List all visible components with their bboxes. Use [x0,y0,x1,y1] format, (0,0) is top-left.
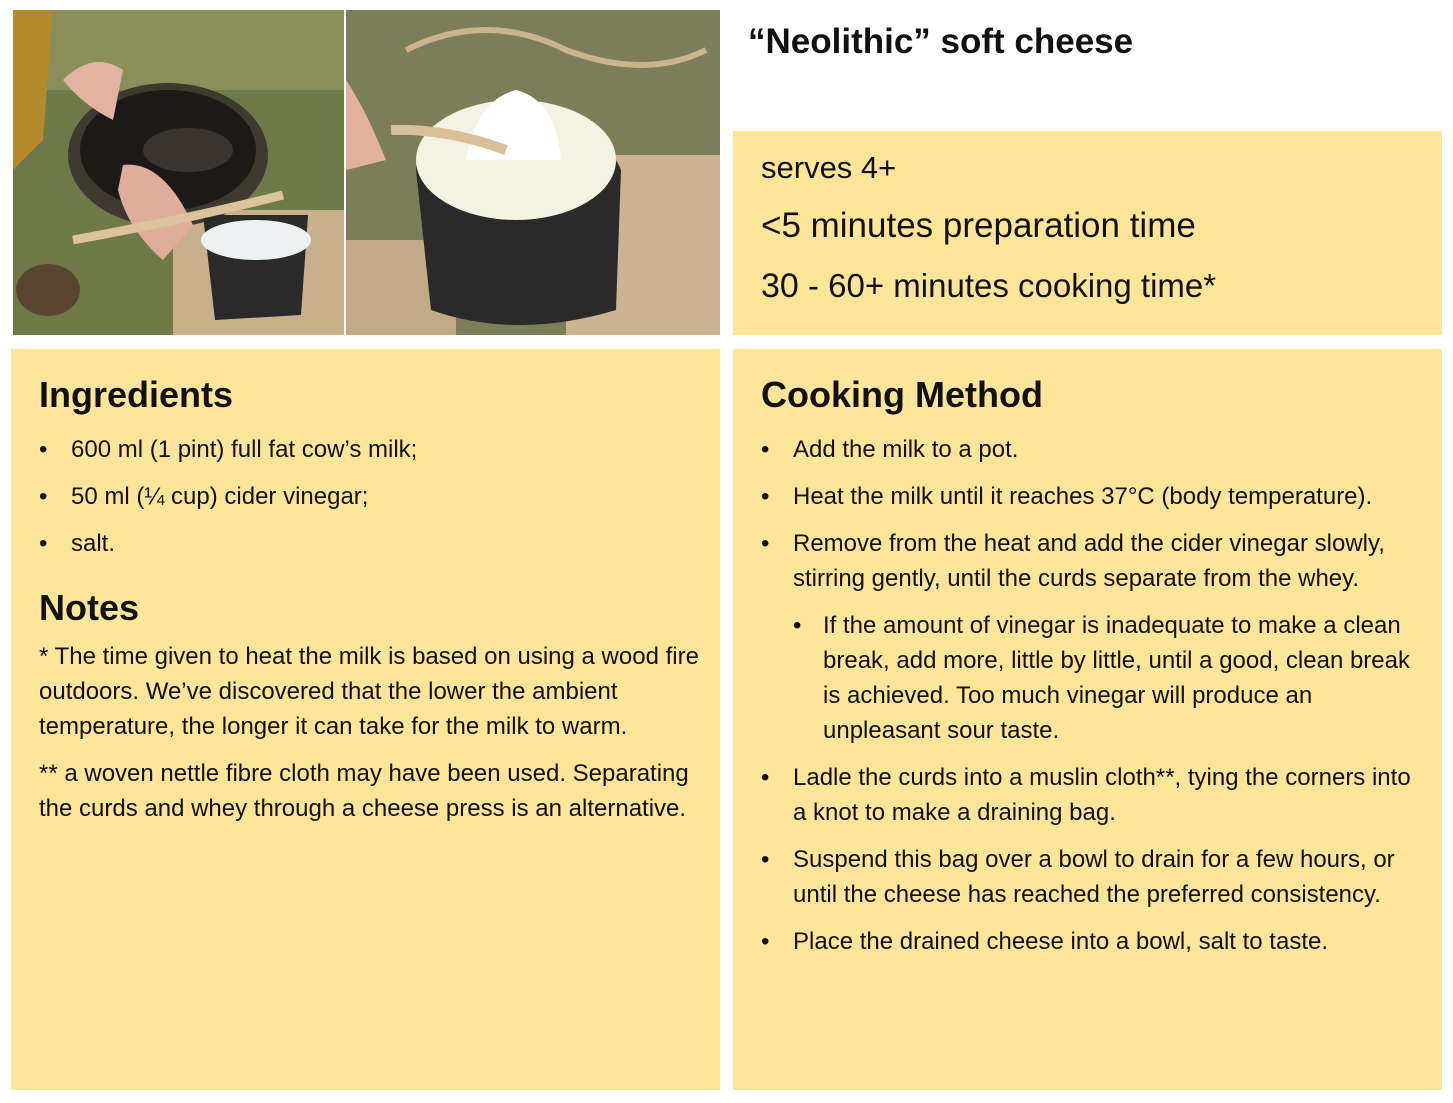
method-steps-list [761,432,1422,959]
ingredient-item: • 50 ml (¼ cup) cider vinegar; [39,479,700,514]
cooking-method-heading: Cooking Method [761,374,1043,415]
method-step: • Heat the milk until it reaches 37°C (body temperature). [761,479,1422,514]
method-substep: • If the amount of vinegar is inadequate to make a clean break, add more, little by little, until a good, clean break is achieved. Too much vinegar will produce an unpleasant sour taste. [793,608,1422,748]
cook-time-rest: - 60+ minutes cooking time* [798,267,1217,304]
cook-time-text [761,263,1442,309]
ingredient-item: • 600 ml (1 pint) full fat cow’s milk; [39,432,700,467]
pouring-milk-photo [13,10,344,335]
method-substeps [793,608,1422,748]
cook-time-number: 30 [761,267,799,305]
prep-time-text: <5 minutes preparation time [761,206,1196,245]
ingredient-item: • salt. [39,526,700,561]
ingredients-heading: Ingredients [39,374,234,415]
note-paragraph: * The time given to heat the milk is based on using a wood fire outdoors. We’ve discovered that the lower the ambient temperature, the longer it can take for the milk to warm. [39,643,699,740]
curds-in-pot-photo [346,10,720,335]
cooking-method-panel [733,349,1442,1090]
method-step: • Suspend this bag over a bowl to drain for a few hours, or until the cheese has reached the preferred consistency. [761,842,1422,912]
note-paragraph: ** a woven nettle fibre cloth may have been used. Separating the curds and whey through a cheese press is an alternative. [39,760,689,822]
serves-text: serves 4+ [761,150,897,185]
method-step: • Place the drained cheese into a bowl, salt to taste. [761,924,1422,959]
ingredients-list [39,432,700,561]
method-step: • Ladle the curds into a muslin cloth**, tying the corners into a knot to make a draining bag. [761,760,1422,830]
method-step [761,526,1422,748]
summary-panel [733,131,1442,335]
recipe-title: “Neolithic” soft cheese [748,22,1134,61]
method-step-text: Remove from the heat and add the cider vinegar slowly, stirring gently, until the curds separate from the whey. [793,530,1385,592]
method-step: • Add the milk to a pot. [761,432,1422,467]
notes-heading: Notes [39,587,140,628]
ingredients-notes-panel [11,349,720,1090]
